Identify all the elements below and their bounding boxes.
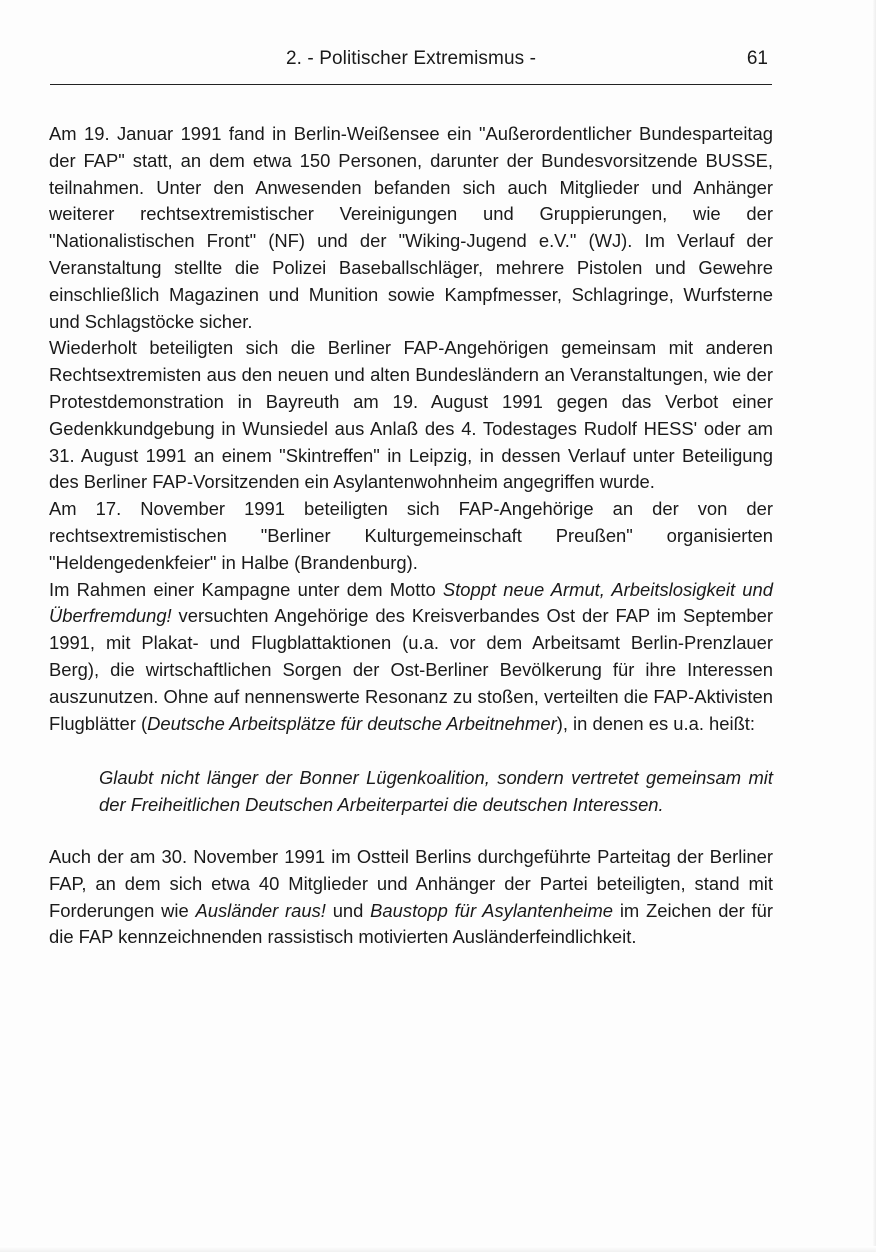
congress-text-end: im Zeichen der für die FAP kennzeichnenden rassistisch motivierten Ausländerfeindlichkeit.	[49, 899, 774, 948]
campaign-text-start: Im Rahmen einer Kampagne unter dem Motto	[49, 578, 443, 600]
slogan-auslaender-raus: Ausländer raus!	[195, 899, 326, 921]
flyer-quote: Glaubt nicht länger der Bonner Lügenkoalition, sondern vertretet gemeinsam mit der Freiheitlichen Deutschen Arbeiterpartei die deutschen Interessen.	[99, 767, 773, 816]
body-text	[49, 121, 773, 951]
flyer-title: Deutsche Arbeitsplätze für deutsche Arbeitnehmer	[147, 712, 557, 734]
campaign-text-middle: versuchten Angehörige des Kreisverbandes Ost der FAP im September 1991, mit Plakat- und Flugblattaktionen (u.a. vor dem Arbeitsamt Berlin-Prenzlauer Berg), die wirtschaftlichen Sorgen der Ost-Berliner Bevölkerung für ihre Interessen auszunutzen. Ohne auf nennenswerte Resonanz zu stoßen, verteilten die FAP-Aktivisten Flugblätter (	[49, 605, 773, 734]
page-bottom-shadow	[0, 1246, 876, 1252]
page-header	[50, 44, 772, 85]
paragraph-joint-events: Wiederholt beteiligten sich die Berliner FAP-Angehörigen gemeinsam mit anderen Rechtsextremisten aus den neuen und alten Bundesländern an Veranstaltungen, wie der Protestdemonstration in Bayreuth am 19. August 1991 gegen das Verbot einer Gedenkkundgebung in Wunsiedel aus Anlaß des 4. Todestages Rudolf HESS' oder am 31. August 1991 an einem "Skintreffen" in Leipzig, in dessen Verlauf unter Beteiligung des Berliner FAP-Vorsitzenden ein Asylantenwohnheim angegriffen wurde.	[49, 337, 773, 493]
page-number: 61	[746, 48, 768, 69]
paragraph-party-congress-november	[49, 844, 773, 951]
congress-text-and: und	[325, 899, 371, 921]
paragraph-campaign	[49, 577, 773, 738]
campaign-motto: Stoppt neue Armut, Arbeitslosigkeit und Überfremdung!	[49, 578, 773, 627]
running-title: 2. - Politischer Extremismus -	[285, 48, 537, 69]
campaign-text-end: ), in denen es u.a. heißt:	[556, 712, 756, 734]
slogan-baustopp: Baustopp für Asylantenheime	[370, 899, 614, 921]
paragraph-heldengedenkfeier: Am 17. November 1991 beteiligten sich FAP-Angehörige an der von der rechtsextremistischen "Berliner Kulturgemeinschaft Preußen" organisierten "Heldengedenkfeier" in Halbe (Brandenburg).	[49, 498, 773, 573]
page-edge-shadow	[872, 0, 876, 1252]
congress-text-start: Auch der am 30. November 1991 im Ostteil Berlins durchgeführte Parteitag der Berliner FAP, an dem sich etwa 40 Mitglieder und Anhänger der Partei beteiligten, stand mit Forderungen wie	[49, 845, 773, 921]
paragraph-fap-party-congress: Am 19. Januar 1991 fand in Berlin-Weißensee ein "Außerordentlicher Bundesparteitag der FAP" statt, an dem etwa 150 Personen, darunter der Bundesvorsitzende BUSSE, teilnahmen. Unter den Anwesenden befanden sich auch Mitglieder und Anhänger weiterer rechtsextremistischer Vereinigungen und Gruppierungen, wie der "Nationalistischen Front" (NF) und der "Wiking-Jugend e.V." (WJ). Im Verlauf der Veranstaltung stellte die Polizei Baseballschläger, mehrere Pistolen und Gewehre einschließlich Magazinen und Munition sowie Kampfmesser, Schlagringe, Wurfsterne und Schlagstöcke sicher.	[49, 123, 773, 332]
